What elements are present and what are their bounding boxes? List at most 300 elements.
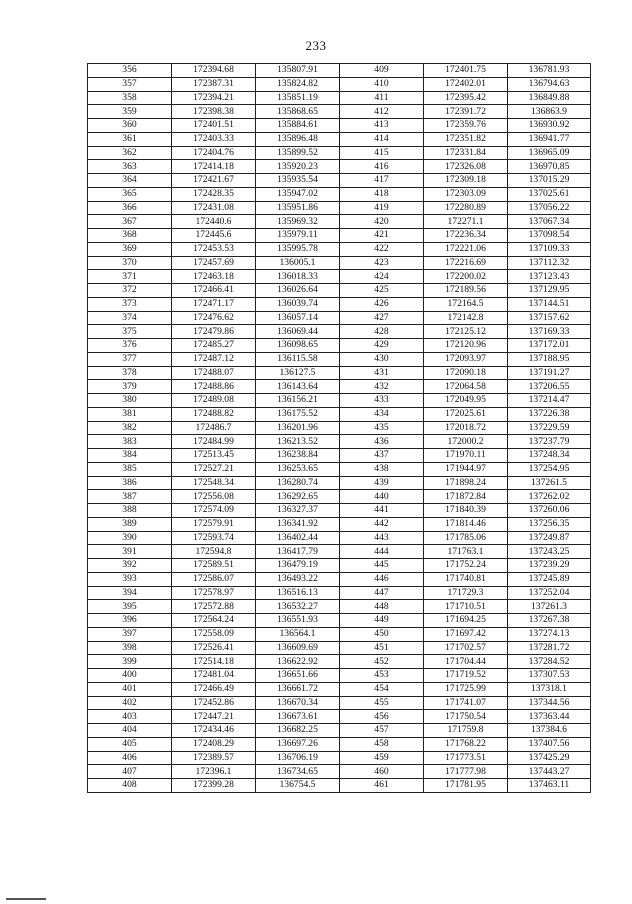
point-number-b-cell: 418 bbox=[340, 187, 424, 201]
y-coordinate-b-cell: 137274.13 bbox=[508, 627, 591, 641]
x-coordinate-a-cell: 172558.09 bbox=[172, 627, 256, 641]
table-row bbox=[88, 352, 591, 366]
x-coordinate-a-cell: 172579.91 bbox=[172, 517, 256, 531]
x-coordinate-a-cell: 172593.74 bbox=[172, 531, 256, 545]
point-number-b-cell: 419 bbox=[340, 201, 424, 215]
y-coordinate-b-cell: 137015.29 bbox=[508, 174, 591, 188]
table-row bbox=[88, 724, 591, 738]
x-coordinate-a-cell: 172586.07 bbox=[172, 572, 256, 586]
y-coordinate-a-cell: 136706.19 bbox=[256, 751, 340, 765]
x-coordinate-a-cell: 172428.35 bbox=[172, 187, 256, 201]
x-coordinate-b-cell: 171741.07 bbox=[424, 696, 508, 710]
point-number-a-cell: 359 bbox=[88, 105, 172, 119]
y-coordinate-a-cell: 136098.65 bbox=[256, 339, 340, 353]
x-coordinate-b-cell: 172142.8 bbox=[424, 311, 508, 325]
table-row bbox=[88, 119, 591, 133]
point-number-a-cell: 356 bbox=[88, 64, 172, 78]
x-coordinate-b-cell: 171785.06 bbox=[424, 531, 508, 545]
y-coordinate-a-cell: 135899.52 bbox=[256, 146, 340, 160]
table-row bbox=[88, 641, 591, 655]
point-number-a-cell: 358 bbox=[88, 91, 172, 105]
y-coordinate-a-cell: 136115.58 bbox=[256, 352, 340, 366]
table-row bbox=[88, 586, 591, 600]
y-coordinate-b-cell: 137191.27 bbox=[508, 366, 591, 380]
point-number-a-cell: 383 bbox=[88, 435, 172, 449]
point-number-b-cell: 456 bbox=[340, 710, 424, 724]
x-coordinate-b-cell: 171763.1 bbox=[424, 545, 508, 559]
point-number-b-cell: 425 bbox=[340, 284, 424, 298]
x-coordinate-b-cell: 172351.82 bbox=[424, 132, 508, 146]
point-number-b-cell: 423 bbox=[340, 256, 424, 270]
y-coordinate-a-cell: 136673.61 bbox=[256, 710, 340, 724]
x-coordinate-a-cell: 172485.27 bbox=[172, 339, 256, 353]
point-number-a-cell: 362 bbox=[88, 146, 172, 160]
x-coordinate-b-cell: 172093.97 bbox=[424, 352, 508, 366]
y-coordinate-a-cell: 135951.86 bbox=[256, 201, 340, 215]
point-number-a-cell: 407 bbox=[88, 765, 172, 779]
point-number-b-cell: 415 bbox=[340, 146, 424, 160]
table-row bbox=[88, 339, 591, 353]
y-coordinate-a-cell: 136143.64 bbox=[256, 380, 340, 394]
y-coordinate-a-cell: 135807.91 bbox=[256, 64, 340, 78]
x-coordinate-b-cell: 172401.75 bbox=[424, 64, 508, 78]
y-coordinate-a-cell: 135969.32 bbox=[256, 215, 340, 229]
table-row bbox=[88, 311, 591, 325]
x-coordinate-b-cell: 171740.81 bbox=[424, 572, 508, 586]
x-coordinate-a-cell: 172527.21 bbox=[172, 462, 256, 476]
x-coordinate-a-cell: 172453.53 bbox=[172, 242, 256, 256]
x-coordinate-a-cell: 172513.45 bbox=[172, 449, 256, 463]
point-number-b-cell: 441 bbox=[340, 504, 424, 518]
point-number-a-cell: 379 bbox=[88, 380, 172, 394]
x-coordinate-b-cell: 172025.61 bbox=[424, 407, 508, 421]
y-coordinate-b-cell: 137267.38 bbox=[508, 614, 591, 628]
y-coordinate-a-cell: 136327.37 bbox=[256, 504, 340, 518]
x-coordinate-b-cell: 171768.22 bbox=[424, 737, 508, 751]
y-coordinate-a-cell: 136622.92 bbox=[256, 655, 340, 669]
point-number-b-cell: 410 bbox=[340, 77, 424, 91]
table-row bbox=[88, 284, 591, 298]
x-coordinate-a-cell: 172440.6 bbox=[172, 215, 256, 229]
y-coordinate-b-cell: 137056.22 bbox=[508, 201, 591, 215]
x-coordinate-b-cell: 172189.56 bbox=[424, 284, 508, 298]
y-coordinate-b-cell: 137129.95 bbox=[508, 284, 591, 298]
page-number: 233 bbox=[305, 38, 327, 53]
x-coordinate-b-cell: 172402.01 bbox=[424, 77, 508, 91]
table-row bbox=[88, 77, 591, 91]
point-number-b-cell: 431 bbox=[340, 366, 424, 380]
point-number-b-cell: 413 bbox=[340, 119, 424, 133]
point-number-b-cell: 421 bbox=[340, 229, 424, 243]
point-number-a-cell: 370 bbox=[88, 256, 172, 270]
y-coordinate-a-cell: 135896.48 bbox=[256, 132, 340, 146]
table-row bbox=[88, 627, 591, 641]
x-coordinate-a-cell: 172394.68 bbox=[172, 64, 256, 78]
x-coordinate-a-cell: 172398.38 bbox=[172, 105, 256, 119]
x-coordinate-a-cell: 172394.21 bbox=[172, 91, 256, 105]
table-row bbox=[88, 559, 591, 573]
point-number-a-cell: 377 bbox=[88, 352, 172, 366]
y-coordinate-b-cell: 137172.01 bbox=[508, 339, 591, 353]
x-coordinate-b-cell: 171719.52 bbox=[424, 669, 508, 683]
point-number-a-cell: 382 bbox=[88, 421, 172, 435]
x-coordinate-a-cell: 172481.04 bbox=[172, 669, 256, 683]
y-coordinate-a-cell: 136253.65 bbox=[256, 462, 340, 476]
x-coordinate-b-cell: 171840.39 bbox=[424, 504, 508, 518]
point-number-b-cell: 411 bbox=[340, 91, 424, 105]
point-number-a-cell: 395 bbox=[88, 600, 172, 614]
point-number-a-cell: 368 bbox=[88, 229, 172, 243]
table-row bbox=[88, 545, 591, 559]
x-coordinate-b-cell: 172018.72 bbox=[424, 421, 508, 435]
point-number-b-cell: 429 bbox=[340, 339, 424, 353]
table-row bbox=[88, 256, 591, 270]
y-coordinate-b-cell: 136863.9 bbox=[508, 105, 591, 119]
point-number-b-cell: 409 bbox=[340, 64, 424, 78]
y-coordinate-b-cell: 137188.95 bbox=[508, 352, 591, 366]
point-number-b-cell: 458 bbox=[340, 737, 424, 751]
x-coordinate-b-cell: 172271.1 bbox=[424, 215, 508, 229]
x-coordinate-a-cell: 172457.69 bbox=[172, 256, 256, 270]
y-coordinate-b-cell: 137214.47 bbox=[508, 394, 591, 408]
x-coordinate-a-cell: 172486.7 bbox=[172, 421, 256, 435]
point-number-b-cell: 445 bbox=[340, 559, 424, 573]
point-number-b-cell: 439 bbox=[340, 476, 424, 490]
point-number-a-cell: 360 bbox=[88, 119, 172, 133]
y-coordinate-b-cell: 137239.29 bbox=[508, 559, 591, 573]
y-coordinate-b-cell: 136965.09 bbox=[508, 146, 591, 160]
table-row bbox=[88, 91, 591, 105]
x-coordinate-a-cell: 172434.46 bbox=[172, 724, 256, 738]
point-number-a-cell: 357 bbox=[88, 77, 172, 91]
point-number-b-cell: 449 bbox=[340, 614, 424, 628]
y-coordinate-b-cell: 137407.56 bbox=[508, 737, 591, 751]
x-coordinate-a-cell: 172414.18 bbox=[172, 160, 256, 174]
y-coordinate-a-cell: 136734.65 bbox=[256, 765, 340, 779]
point-number-a-cell: 380 bbox=[88, 394, 172, 408]
point-number-b-cell: 435 bbox=[340, 421, 424, 435]
y-coordinate-b-cell: 137098.54 bbox=[508, 229, 591, 243]
x-coordinate-b-cell: 172359.76 bbox=[424, 119, 508, 133]
point-number-b-cell: 432 bbox=[340, 380, 424, 394]
y-coordinate-a-cell: 136213.52 bbox=[256, 435, 340, 449]
point-number-b-cell: 454 bbox=[340, 682, 424, 696]
x-coordinate-a-cell: 172404.76 bbox=[172, 146, 256, 160]
x-coordinate-b-cell: 171781.95 bbox=[424, 779, 508, 793]
point-number-b-cell: 459 bbox=[340, 751, 424, 765]
y-coordinate-a-cell: 136005.1 bbox=[256, 256, 340, 270]
x-coordinate-b-cell: 172049.95 bbox=[424, 394, 508, 408]
x-coordinate-a-cell: 172431.08 bbox=[172, 201, 256, 215]
table-row bbox=[88, 325, 591, 339]
y-coordinate-b-cell: 137157.62 bbox=[508, 311, 591, 325]
x-coordinate-b-cell: 172064.58 bbox=[424, 380, 508, 394]
x-coordinate-b-cell: 172391.72 bbox=[424, 105, 508, 119]
table-row bbox=[88, 751, 591, 765]
y-coordinate-b-cell: 137229.59 bbox=[508, 421, 591, 435]
x-coordinate-b-cell: 172395.42 bbox=[424, 91, 508, 105]
x-coordinate-a-cell: 172564.24 bbox=[172, 614, 256, 628]
x-coordinate-b-cell: 172280.89 bbox=[424, 201, 508, 215]
y-coordinate-a-cell: 136018.33 bbox=[256, 270, 340, 284]
x-coordinate-a-cell: 172578.97 bbox=[172, 586, 256, 600]
point-number-a-cell: 397 bbox=[88, 627, 172, 641]
y-coordinate-a-cell: 136069.44 bbox=[256, 325, 340, 339]
table-row bbox=[88, 765, 591, 779]
x-coordinate-b-cell: 171872.84 bbox=[424, 490, 508, 504]
x-coordinate-b-cell: 172000.2 bbox=[424, 435, 508, 449]
y-coordinate-b-cell: 137425.29 bbox=[508, 751, 591, 765]
point-number-a-cell: 401 bbox=[88, 682, 172, 696]
point-number-a-cell: 366 bbox=[88, 201, 172, 215]
x-coordinate-b-cell: 172331.84 bbox=[424, 146, 508, 160]
y-coordinate-b-cell: 137243.25 bbox=[508, 545, 591, 559]
x-coordinate-b-cell: 171702.57 bbox=[424, 641, 508, 655]
point-number-a-cell: 391 bbox=[88, 545, 172, 559]
y-coordinate-b-cell: 136849.88 bbox=[508, 91, 591, 105]
table-row bbox=[88, 407, 591, 421]
y-coordinate-b-cell: 137284.52 bbox=[508, 655, 591, 669]
point-number-b-cell: 412 bbox=[340, 105, 424, 119]
point-number-a-cell: 378 bbox=[88, 366, 172, 380]
x-coordinate-b-cell: 171704.44 bbox=[424, 655, 508, 669]
point-number-b-cell: 442 bbox=[340, 517, 424, 531]
table-row bbox=[88, 504, 591, 518]
point-number-a-cell: 369 bbox=[88, 242, 172, 256]
x-coordinate-a-cell: 172471.17 bbox=[172, 297, 256, 311]
x-coordinate-a-cell: 172466.41 bbox=[172, 284, 256, 298]
table-row bbox=[88, 517, 591, 531]
x-coordinate-b-cell: 172326.08 bbox=[424, 160, 508, 174]
point-number-a-cell: 399 bbox=[88, 655, 172, 669]
x-coordinate-a-cell: 172408.29 bbox=[172, 737, 256, 751]
x-coordinate-a-cell: 172401.51 bbox=[172, 119, 256, 133]
point-number-a-cell: 406 bbox=[88, 751, 172, 765]
point-number-b-cell: 416 bbox=[340, 160, 424, 174]
table-row bbox=[88, 229, 591, 243]
table-row bbox=[88, 146, 591, 160]
point-number-b-cell: 434 bbox=[340, 407, 424, 421]
point-number-b-cell: 437 bbox=[340, 449, 424, 463]
x-coordinate-a-cell: 172574.09 bbox=[172, 504, 256, 518]
y-coordinate-b-cell: 137384.6 bbox=[508, 724, 591, 738]
point-number-b-cell: 451 bbox=[340, 641, 424, 655]
y-coordinate-a-cell: 135920.23 bbox=[256, 160, 340, 174]
y-coordinate-a-cell: 136156.21 bbox=[256, 394, 340, 408]
y-coordinate-b-cell: 137252.04 bbox=[508, 586, 591, 600]
y-coordinate-a-cell: 135947.02 bbox=[256, 187, 340, 201]
table-row bbox=[88, 394, 591, 408]
y-coordinate-a-cell: 135979.11 bbox=[256, 229, 340, 243]
x-coordinate-b-cell: 172216.69 bbox=[424, 256, 508, 270]
point-number-b-cell: 422 bbox=[340, 242, 424, 256]
y-coordinate-b-cell: 137248.34 bbox=[508, 449, 591, 463]
y-coordinate-a-cell: 136417.79 bbox=[256, 545, 340, 559]
x-coordinate-b-cell: 171759.8 bbox=[424, 724, 508, 738]
table-row bbox=[88, 366, 591, 380]
point-number-a-cell: 375 bbox=[88, 325, 172, 339]
table-row bbox=[88, 380, 591, 394]
y-coordinate-b-cell: 137260.06 bbox=[508, 504, 591, 518]
y-coordinate-b-cell: 137256.35 bbox=[508, 517, 591, 531]
x-coordinate-a-cell: 172479.86 bbox=[172, 325, 256, 339]
x-coordinate-a-cell: 172594.8 bbox=[172, 545, 256, 559]
x-coordinate-b-cell: 171710.51 bbox=[424, 600, 508, 614]
x-coordinate-b-cell: 171694.25 bbox=[424, 614, 508, 628]
point-number-a-cell: 363 bbox=[88, 160, 172, 174]
y-coordinate-a-cell: 136057.14 bbox=[256, 311, 340, 325]
point-number-b-cell: 450 bbox=[340, 627, 424, 641]
point-number-b-cell: 443 bbox=[340, 531, 424, 545]
table-row bbox=[88, 132, 591, 146]
x-coordinate-a-cell: 172445.6 bbox=[172, 229, 256, 243]
table-row bbox=[88, 242, 591, 256]
table-row bbox=[88, 201, 591, 215]
y-coordinate-a-cell: 136039.74 bbox=[256, 297, 340, 311]
y-coordinate-b-cell: 137262.02 bbox=[508, 490, 591, 504]
y-coordinate-b-cell: 137226.38 bbox=[508, 407, 591, 421]
table-row bbox=[88, 476, 591, 490]
y-coordinate-a-cell: 136754.5 bbox=[256, 779, 340, 793]
table-row bbox=[88, 614, 591, 628]
y-coordinate-a-cell: 136661.72 bbox=[256, 682, 340, 696]
y-coordinate-b-cell: 137249.87 bbox=[508, 531, 591, 545]
y-coordinate-b-cell: 137281.72 bbox=[508, 641, 591, 655]
point-number-b-cell: 427 bbox=[340, 311, 424, 325]
point-number-b-cell: 461 bbox=[340, 779, 424, 793]
point-number-a-cell: 394 bbox=[88, 586, 172, 600]
x-coordinate-b-cell: 171944.97 bbox=[424, 462, 508, 476]
y-coordinate-a-cell: 136697.26 bbox=[256, 737, 340, 751]
y-coordinate-a-cell: 136479.19 bbox=[256, 559, 340, 573]
point-number-a-cell: 408 bbox=[88, 779, 172, 793]
point-number-b-cell: 436 bbox=[340, 435, 424, 449]
point-number-a-cell: 392 bbox=[88, 559, 172, 573]
y-coordinate-a-cell: 136238.84 bbox=[256, 449, 340, 463]
point-number-b-cell: 414 bbox=[340, 132, 424, 146]
y-coordinate-b-cell: 137237.79 bbox=[508, 435, 591, 449]
x-coordinate-a-cell: 172572.88 bbox=[172, 600, 256, 614]
y-coordinate-b-cell: 137261.5 bbox=[508, 476, 591, 490]
point-number-a-cell: 389 bbox=[88, 517, 172, 531]
point-number-a-cell: 371 bbox=[88, 270, 172, 284]
y-coordinate-a-cell: 135851.19 bbox=[256, 91, 340, 105]
x-coordinate-b-cell: 172125.12 bbox=[424, 325, 508, 339]
table-row bbox=[88, 449, 591, 463]
table-row bbox=[88, 160, 591, 174]
point-number-a-cell: 365 bbox=[88, 187, 172, 201]
x-coordinate-a-cell: 172466.49 bbox=[172, 682, 256, 696]
point-number-b-cell: 448 bbox=[340, 600, 424, 614]
point-number-a-cell: 390 bbox=[88, 531, 172, 545]
table-row bbox=[88, 462, 591, 476]
table-row bbox=[88, 490, 591, 504]
x-coordinate-b-cell: 171729.3 bbox=[424, 586, 508, 600]
y-coordinate-b-cell: 137067.34 bbox=[508, 215, 591, 229]
point-number-b-cell: 452 bbox=[340, 655, 424, 669]
x-coordinate-a-cell: 172387.31 bbox=[172, 77, 256, 91]
x-coordinate-b-cell: 171970.11 bbox=[424, 449, 508, 463]
table-row bbox=[88, 187, 591, 201]
x-coordinate-a-cell: 172526.41 bbox=[172, 641, 256, 655]
y-coordinate-b-cell: 136941.77 bbox=[508, 132, 591, 146]
point-number-b-cell: 426 bbox=[340, 297, 424, 311]
y-coordinate-b-cell: 136930.92 bbox=[508, 119, 591, 133]
point-number-b-cell: 433 bbox=[340, 394, 424, 408]
y-coordinate-a-cell: 136127.5 bbox=[256, 366, 340, 380]
y-coordinate-a-cell: 136551.93 bbox=[256, 614, 340, 628]
y-coordinate-a-cell: 136564.1 bbox=[256, 627, 340, 641]
point-number-a-cell: 372 bbox=[88, 284, 172, 298]
x-coordinate-a-cell: 172452.86 bbox=[172, 696, 256, 710]
x-coordinate-b-cell: 171697.42 bbox=[424, 627, 508, 641]
table-row bbox=[88, 174, 591, 188]
point-number-a-cell: 403 bbox=[88, 710, 172, 724]
point-number-a-cell: 405 bbox=[88, 737, 172, 751]
y-coordinate-a-cell: 136493.22 bbox=[256, 572, 340, 586]
point-number-a-cell: 404 bbox=[88, 724, 172, 738]
point-number-b-cell: 440 bbox=[340, 490, 424, 504]
y-coordinate-b-cell: 137144.51 bbox=[508, 297, 591, 311]
x-coordinate-b-cell: 172200.02 bbox=[424, 270, 508, 284]
x-coordinate-b-cell: 171773.51 bbox=[424, 751, 508, 765]
y-coordinate-a-cell: 136609.69 bbox=[256, 641, 340, 655]
x-coordinate-a-cell: 172421.67 bbox=[172, 174, 256, 188]
y-coordinate-a-cell: 136516.13 bbox=[256, 586, 340, 600]
point-number-b-cell: 424 bbox=[340, 270, 424, 284]
y-coordinate-a-cell: 136651.66 bbox=[256, 669, 340, 683]
point-number-a-cell: 402 bbox=[88, 696, 172, 710]
x-coordinate-b-cell: 172221.06 bbox=[424, 242, 508, 256]
x-coordinate-a-cell: 172556.08 bbox=[172, 490, 256, 504]
y-coordinate-b-cell: 137206.55 bbox=[508, 380, 591, 394]
point-number-b-cell: 420 bbox=[340, 215, 424, 229]
y-coordinate-a-cell: 135935.54 bbox=[256, 174, 340, 188]
table-row bbox=[88, 600, 591, 614]
x-coordinate-b-cell: 171725.99 bbox=[424, 682, 508, 696]
y-coordinate-a-cell: 136175.52 bbox=[256, 407, 340, 421]
point-number-b-cell: 457 bbox=[340, 724, 424, 738]
y-coordinate-b-cell: 137261.3 bbox=[508, 600, 591, 614]
point-number-a-cell: 386 bbox=[88, 476, 172, 490]
point-number-b-cell: 447 bbox=[340, 586, 424, 600]
y-coordinate-b-cell: 137344.56 bbox=[508, 696, 591, 710]
point-number-a-cell: 400 bbox=[88, 669, 172, 683]
table-row bbox=[88, 297, 591, 311]
point-number-b-cell: 455 bbox=[340, 696, 424, 710]
point-number-b-cell: 428 bbox=[340, 325, 424, 339]
point-number-a-cell: 393 bbox=[88, 572, 172, 586]
point-number-b-cell: 438 bbox=[340, 462, 424, 476]
table-row bbox=[88, 737, 591, 751]
point-number-a-cell: 388 bbox=[88, 504, 172, 518]
y-coordinate-a-cell: 136402.44 bbox=[256, 531, 340, 545]
y-coordinate-b-cell: 137112.32 bbox=[508, 256, 591, 270]
y-coordinate-b-cell: 137123.43 bbox=[508, 270, 591, 284]
table-row bbox=[88, 669, 591, 683]
x-coordinate-a-cell: 172488.82 bbox=[172, 407, 256, 421]
x-coordinate-a-cell: 172399.28 bbox=[172, 779, 256, 793]
point-number-a-cell: 374 bbox=[88, 311, 172, 325]
y-coordinate-b-cell: 137025.61 bbox=[508, 187, 591, 201]
x-coordinate-b-cell: 172120.96 bbox=[424, 339, 508, 353]
table-row bbox=[88, 531, 591, 545]
x-coordinate-b-cell: 172164.5 bbox=[424, 297, 508, 311]
x-coordinate-b-cell: 171814.46 bbox=[424, 517, 508, 531]
bottom-edge-mark bbox=[6, 898, 46, 900]
y-coordinate-a-cell: 136341.92 bbox=[256, 517, 340, 531]
point-number-b-cell: 444 bbox=[340, 545, 424, 559]
